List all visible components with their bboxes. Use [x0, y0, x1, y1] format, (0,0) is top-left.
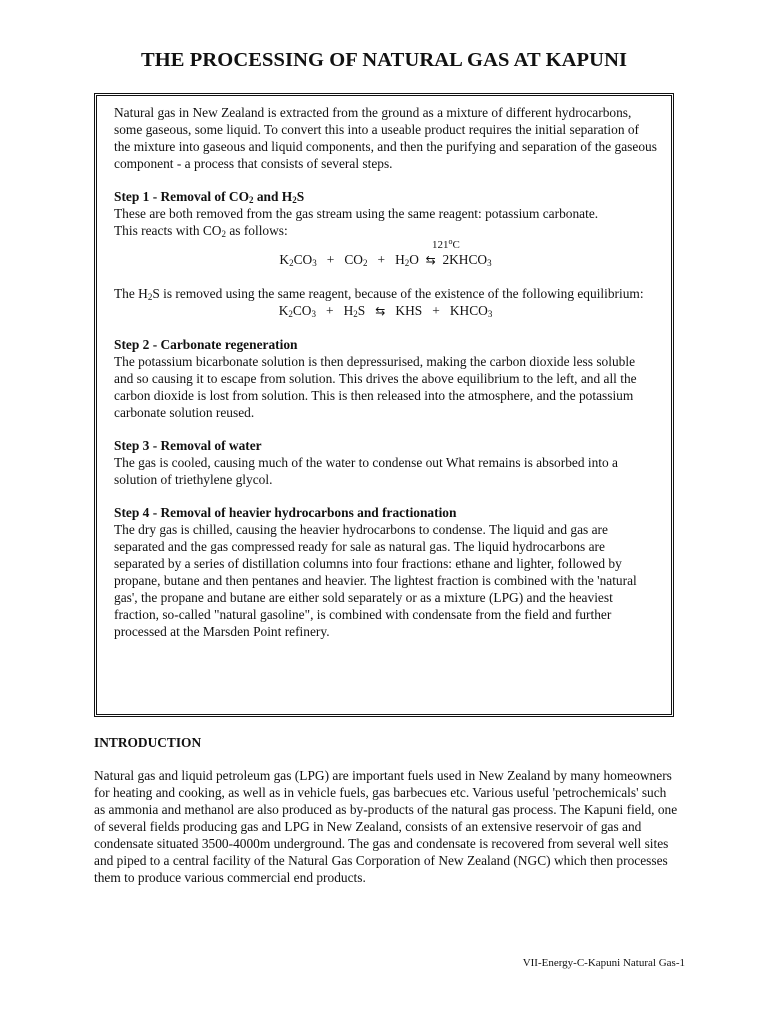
summary-intro: Natural gas in New Zealand is extracted from the ground as a mixture of different hydrocarbons, some gaseous, some liquid. To convert this into a useable product requires the initial separation of the mixture into gaseous and liquid components, and then the purifying and separation of the gaseous component - a process that consists of several steps.	[114, 105, 657, 171]
step1-text-3: The $H_2S$ is removed using the same reagent, because of the existence of the following equilibrium:	[114, 286, 644, 302]
step2-heading: Step 2 - Carbonate regeneration	[114, 337, 298, 352]
page-title: THE PROCESSING OF NATURAL GAS AT KAPUNI	[140, 49, 628, 71]
step1-heading: Step 1 - Removal of $CO_2$ and $H_2S$	[114, 189, 305, 205]
summary-box	[94, 93, 674, 717]
equilibrium-arrow-icon: ⇆	[425, 253, 436, 267]
introduction-heading: INTRODUCTION	[94, 735, 202, 750]
equation-co2: $K_2CO_3$ + $CO_2$ + $H_2O$ ⇆ $2KHCO_3$	[279, 252, 492, 268]
step4-heading: Step 4 - Removal of heavier hydrocarbons and fractionation	[114, 505, 457, 520]
equation-h2s: $K_2CO_3$ + $H_2S$ ⇆ KHS + $KHCO_3$	[278, 303, 493, 319]
introduction-text: Natural gas and liquid petroleum gas (LPG) are important fuels used in New Zealand by many homeowners for heating and cooking, as well as in vehicle fuels, gas barbecues etc. Various useful 'petrochemicals' such as ammonia and methanol are also produced as by-products of the natural gas process. The Kapuni field, one of several fields producing gas and LPG in New Zealand, consists of an extensive reservoir of gas and condensate situated 3500-4000m underground. The gas and condensate is recovered from several well sites and piped to a central facility of the Natural Gas Corporation of New Zealand (NGC) which then processes them to produce various commercial end products.	[94, 768, 678, 885]
reaction-temperature: 121$^o$C	[432, 237, 460, 251]
step3-text: The gas is cooled, causing much of the water to condense out What remains is absorbed into a solution of triethylene glycol.	[114, 455, 618, 487]
step3-heading: Step 3 - Removal of water	[114, 438, 262, 453]
equilibrium-arrow-icon: ⇆	[375, 304, 386, 318]
step1-text-2: This reacts with $CO_2$ as follows:	[114, 223, 288, 239]
step2-text: The potassium bicarbonate solution is then depressurised, making the carbon dioxide less soluble and so causing it to escape from solution. This drives the above equilibrium to the left, and all the carbon dioxide is lost from solution. This is then released into the atmosphere, and the potassium carbonate solution reused.	[114, 354, 637, 420]
step1-text: These are both removed from the gas stream using the same reagent: potassium carbonate.	[114, 206, 599, 221]
page-footer: VII-Energy-C-Kapuni Natural Gas-1	[522, 957, 685, 969]
step4-text: The dry gas is chilled, causing the heavier hydrocarbons to condense. The liquid and gas are separated and the gas compressed ready for sale as natural gas. The liquid hydrocarbons are separated by a series of distillation columns into four fractions: ethane and lighter, followed by propane, butane and then pentanes and heavier. The lightest fraction is combined with the 'natural gas', the propane and butane are either sold separately or as a mixture (LPG) and the heaviest fraction, so-called "natural gasoline", is combined with condensate from the field and further processed at the Marsden Point refinery.	[114, 522, 637, 639]
